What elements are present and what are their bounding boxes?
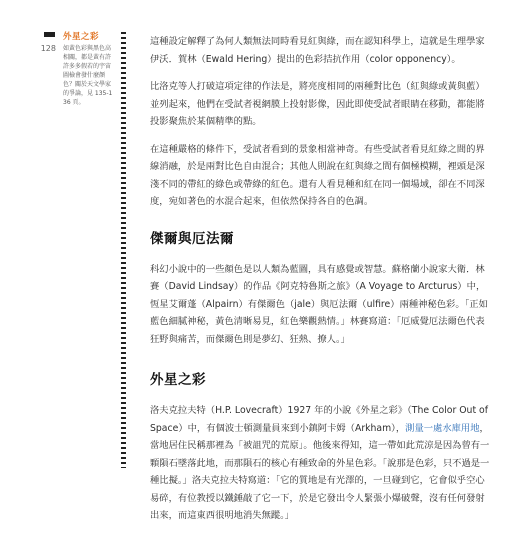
paragraph-5-text-a: 洛夫克拉夫特（H.P. Lovecraft）1927 年的小說《外星之彩》（The Color Out of Space）中，有個波士頓測量員來到小鎮阿卡姆（Arkham）， [150, 405, 489, 434]
paragraph-4: 科幻小說中的一些顏色是以人類為藍圖，具有感覺或智慧。蘇格蘭小說家大衛．林賽（David Lindsay）的作品《阿克特魯斯之旅》（A Voyage to Arcturus）中，恆星艾爾蓬（Alpairn）有傑爾色（jale）與厄法爾（ulfire）兩種神秘色彩。「正如藍色細膩神秘，黃色清晰易見，紅色樂觀熱情。」林賽寫道：「厄威覺厄法爾色代表狂野與痛苦，而傑爾色則是夢幻、狂熱、撩人。」 [150, 263, 488, 345]
paragraph-2: 比洛克等人打破這項定律的作法是，將亮度相同的兩種對比色（紅與綠或黃與藍）並列起來，他們在受試者視網膜上投射影像，因此即使受試者眼睛在移動，都能將投影聚焦於某個精準的點。 [150, 81, 485, 127]
paragraph-5 [150, 402, 490, 525]
dashed-divider [121, 32, 126, 468]
page-number: 128 [40, 44, 56, 53]
margin-marker [44, 32, 55, 37]
sidenote-title: 外星之彩 [63, 32, 100, 42]
sidenote [63, 30, 115, 107]
paragraph-1: 這種設定解釋了為何人類無法同時看見紅與綠，而在認知科學上，這就是生理學家伊沃．賀林（Ewald Hering）提出的色彩拮抗作用（color opponency）。 [150, 36, 485, 65]
section-heading-color-out-of-space: 外星之彩 [150, 372, 206, 388]
inline-link[interactable]: 測量一處水庫用地 [405, 422, 480, 434]
main-text-column [150, 33, 490, 535]
paragraph-3: 在這種嚴格的條件下，受試者看到的景象相當神奇。有些受試者看見紅綠之間的界線消融，於是兩對比色自由混合；其他人則說在紅與綠之間有個極模糊，裡頭是深淺不同的帶紅的綠色或帶綠的紅色。還有人看見種和紅在同一個場域，卻在不同深度，宛如著色的水混合起來，但依然保持各自的色調。 [150, 143, 485, 207]
paragraph-5-text-b: ，當地居住民稱那裡為「被詛咒的荒原」。他後來得知，這一帶如此荒涼是因為曾有一顆隕石墜落此地，而那隕石的核心有種致命的外星色彩。「說那是色彩，只不過是一種比擬。」洛夫克拉夫特寫道：「它的質地是有光澤的，一旦碰到它，它會似乎空心易碎，有位教授以鐵錘敲了它一下，於是它發出令人緊張小爆破聲，沒有任何發射出來，而這東西很明地消失無蹤。」 [150, 422, 490, 521]
sidenote-body: 如黃色彩與黑色高相關，都是黃有許許多多假若的宇宙圖檢會發什麼顏色？關於天文學家的爭論，見 135-136 頁。 [63, 45, 113, 106]
section-heading-jale-ulfire: 傑爾與厄法爾 [150, 230, 234, 247]
